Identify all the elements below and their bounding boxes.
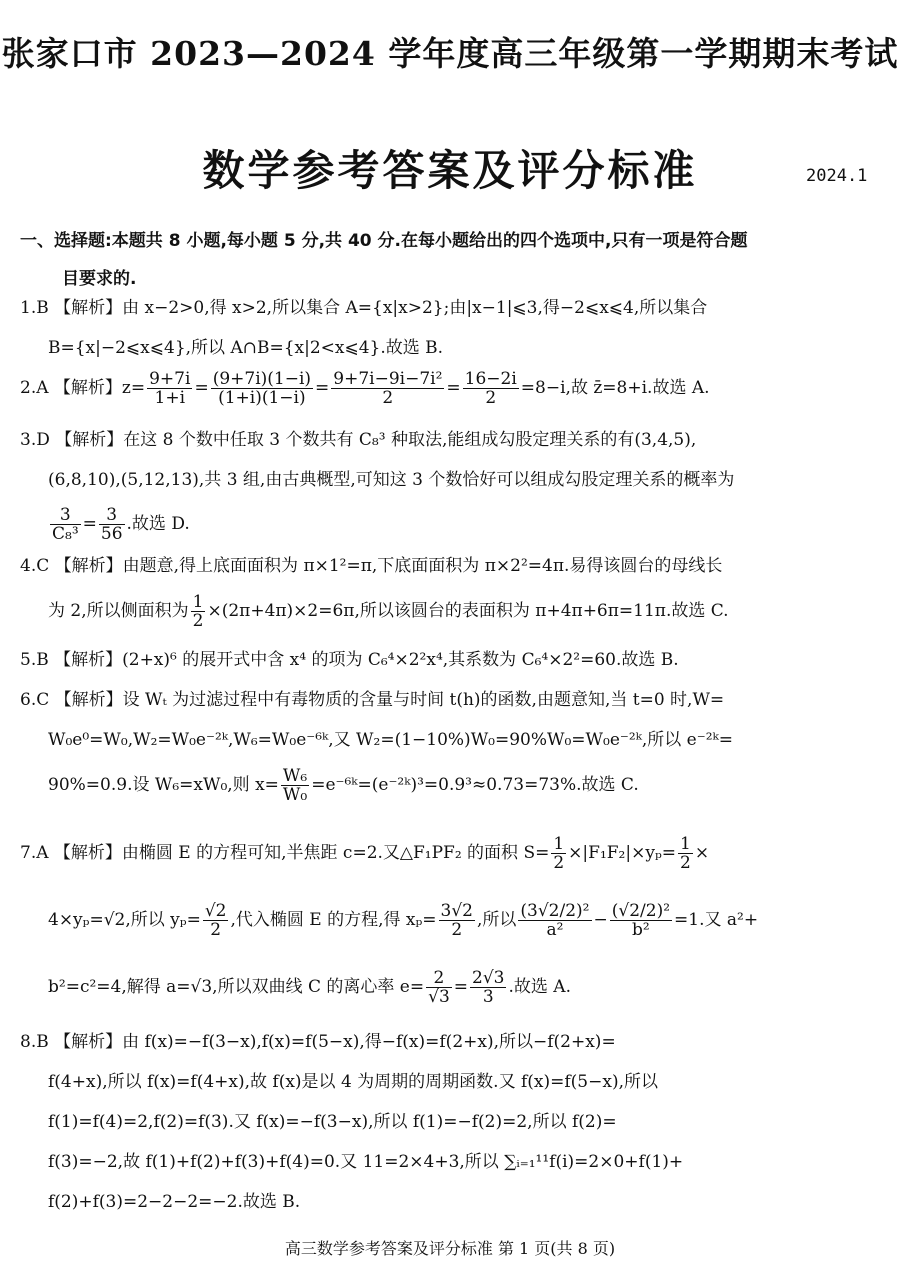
q2-fraction-3: $\frac{\text{9+7i−9i−7i²}}{2}$ [333,369,443,408]
q7-fraction-3: $\frac{√2}{2}$ [204,901,227,940]
q3-line2: (6,8,10),(5,12,13),共 3 组,由古典概型,可知这 3 个数恰好可以组成勾股定理关系的概率为 [48,470,735,490]
q8-line4: f(3)=−2,故 f(1)+f(2)+f(3)+f(4)=0.又 11=2×4+3,所以 ∑ᵢ₌₁¹¹f(i)=2×0+f(1)+ [48,1152,684,1172]
q7-line1: 7.A 【解析】由椭圆 E 的方程可知,半焦距 c=2.又△F₁PF₂ 的面积 S= $\frac{1}{2}$ ×|F₁F₂|×yₚ= $\frac{1}{2}$ × [20,834,710,873]
q7-line3: b²=c²=4,解得 a=√3,所以双曲线 C 的离心率 e= $\frac{2}{√3}$ = $\frac{2√3}{3}$ .故选 A. [48,968,571,1007]
q5-line1: 5.B 【解析】(2+x)⁶ 的展开式中含 x⁴ 的项为 C₆⁴×2²x⁴,其系数为 C₆⁴×2²=60.故选 B. [20,650,679,670]
q7-fraction-8: $\frac{2√3}{3}$ [472,968,505,1007]
q6-line2: W₀e⁰=W₀,W₂=W₀e⁻²ᵏ,W₆=W₀e⁻⁶ᵏ,又 W₂=(1−10%)W₀=90%W₀=W₀e⁻²ᵏ,所以 e⁻²ᵏ= [48,730,733,750]
question-7 [20,828,874,1012]
document-date: 2024.1 [806,166,868,186]
question-2 [20,368,874,408]
q4-line2: 为 2,所以侧面积为 $\frac{1}{2}$ ×(2π+4π)×2=6π,所以该圆台的表面积为 π+4π+6π=11π.故选 C. [48,592,729,631]
section-heading [20,222,872,298]
section-heading-line1: 一、选择题:本题共 8 小题,每小题 5 分,共 40 分.在每小题给出的四个选项中,只有一项是符合题 [20,231,748,251]
q8-line5: f(2)+f(3)=2−2−2=−2.故选 B. [48,1192,301,1212]
question-4 [20,546,874,636]
q8-line2: f(4+x),所以 f(x)=f(4+x),故 f(x)是以 4 为周期的周期函数.又 f(x)=f(5−x),所以 [48,1072,658,1092]
q8-line1: 8.B 【解析】由 f(x)=−f(3−x),f(x)=f(5−x),得−f(x)=f(2+x),所以−f(2+x)= [20,1032,616,1052]
q6-line1: 6.C 【解析】设 Wₜ 为过滤过程中有毒物质的含量与时间 t(h)的函数,由题意知,当 t=0 时,W= [20,690,725,710]
document-title: 数学参考答案及评分标准 [202,146,698,195]
q6-line3: 90%=0.9.设 W₆=xW₀,则 x= $\frac{\text{W₆}}{\text{W₀}}$ =e⁻⁶ᵏ=(e⁻²ᵏ)³=0.9³≈0.73=73%.故选 C. [48,766,639,805]
question-8 [20,1022,874,1222]
question-3 [20,420,874,548]
q2-lead: 2.A 【解析】z= [20,378,146,398]
q1-line1: 1.B 【解析】由 x−2>0,得 x>2,所以集合 A={x|x>2};由|x−1|⩽3,得−2⩽x⩽4,所以集合 [20,298,708,318]
q4-line1: 4.C 【解析】由题意,得上底面面积为 π×1²=π,下底面面积为 π×2²=4π.易得该圆台的母线长 [20,556,723,576]
q7-line2: 4×yₚ=√2,所以 yₚ= $\frac{√2}{2}$ ,代入椭圆 E 的方程,得 xₚ= $\frac{3√2}{2}$ ,所以 $\frac{\text{(3√2/2)²}}{\text{a²}}$ − $\frac{\text{(√2/2)²}}{\text{b²}}$ =1.又 a²+ [48,901,759,940]
q1-line2: B={x|−2⩽x⩽4},所以 A∩B={x|2<x⩽4}.故选 B. [48,338,444,358]
q8-line3: f(1)=f(4)=2,f(2)=f(3).又 f(x)=−f(3−x),所以 f(1)=−f(2)=2,所以 f(2)= [48,1112,617,1132]
q2-fraction-1: $\frac{9+7i}{1+i}$ [149,369,191,408]
q3-line3: $\frac{3}{\text{C₈³}}$ = $\frac{3}{56}$ .故选 D. [52,505,190,544]
q7-fraction-4: $\frac{3√2}{2}$ [440,901,473,940]
q3-line1: 3.D 【解析】在这 8 个数中任取 3 个数共有 C₈³ 种取法,能组成勾股定理关系的有(3,4,5), [20,430,697,450]
q2-fraction-4: $\frac{16-2i}{2}$ [464,369,517,408]
question-5 [20,640,874,680]
q3-line3-text: .故选 D. [126,514,190,534]
school-exam-title: 张家口市 2023—2024 学年度高三年级第一学期期末考试 [1,34,899,73]
q7-fraction-2: $\frac{1}{2}$ [679,834,691,873]
q2-line1: 2.A 【解析】z= $\frac{9+7i}{1+i}$ = $\frac{(9+7i)(1-i)}{(1+i)(1-i)}$ = $\frac{\text{9+7i−9i−7i²}}{2}$ = $\frac{16-2i}{2}$ =8−i,故 z̄=8+i.故选 A. [20,369,710,408]
q7-fraction-7: $\frac{2}{√3}$ [428,968,450,1007]
q3-fraction-2: $\frac{3}{56}$ [100,505,123,544]
page-footer: 高三数学参考答案及评分标准 第 1 页(共 8 页) [284,1239,616,1258]
question-6 [20,680,874,810]
q2-tail: =8−i,故 z̄=8+i.故选 A. [520,378,710,398]
q4-fraction: $\frac{1}{2}$ [192,592,204,631]
q7-fraction-6: $\frac{\text{(√2/2)²}}{\text{b²}}$ [611,901,671,940]
q2-fraction-2: $\frac{(9+7i)(1-i)}{(1+i)(1-i)}$ [212,369,312,408]
q7-fraction-1: $\frac{1}{2}$ [553,834,565,873]
q3-fraction-1: $\frac{3}{\text{C₈³}}$ [52,505,79,544]
q7-fraction-5: $\frac{\text{(3√2/2)²}}{\text{a²}}$ [520,901,590,940]
q6-fraction: $\frac{\text{W₆}}{\text{W₀}}$ [282,766,308,805]
question-1 [20,288,874,368]
section-heading-line2: 目要求的. [62,269,137,289]
